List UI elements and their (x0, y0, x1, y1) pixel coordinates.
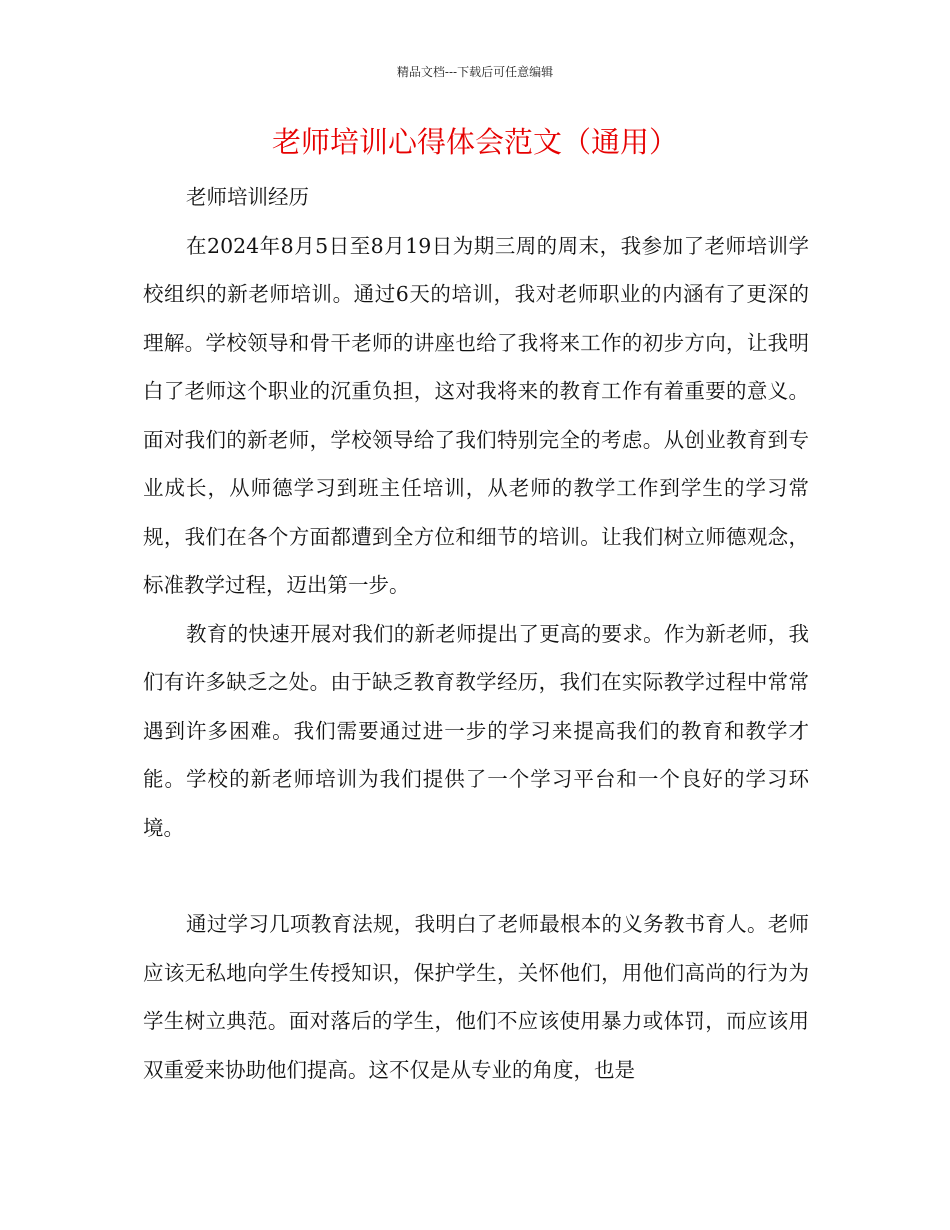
paragraph-gap (143, 852, 809, 900)
body-paragraph-2: 教育的快速开展对我们的新老师提出了更高的要求。作为新老师，我们有许多缺乏之处。由于缺乏教育教学经历，我们在实际教学过程中常常遇到许多困难。我们需要通过进一步的学习来提高我们的教育和教学才能。学校的新老师培训为我们提供了一个学习平台和一个良好的学习环境。 (143, 621, 809, 840)
section-heading: 老师培训经历 (186, 185, 310, 209)
body-paragraph-3: 通过学习几项教育法规，我明白了老师最根本的义务教书育人。老师应该无私地向学生传授知识，保护学生，关怀他们，用他们高尚的行为为学生树立典范。面对落后的学生，他们不应该使用暴力或体罚，而应该用双重爱来协助他们提高。这不仅是从专业的角度，也是 (143, 912, 809, 1082)
header-note: 精品文档---下载后可任意编辑 (396, 65, 554, 79)
body-paragraph-1: 在2024年8月5日至8月19日为期三周的周末，我参加了老师培训学校组织的新老师培训。通过6天的培训，我对老师职业的内涵有了更深的理解。学校领导和骨干老师的讲座也给了我将来工作的初步方向，让我明白了老师这个职业的沉重负担，这对我将来的教育工作有着重要的意义。面对我们的新老师，学校领导给了我们特别完全的考虑。从创业教育到专业成长，从师德学习到班主任培训，从老师的教学工作到学生的学习常规，我们在各个方面都遭到全方位和细节的培训。让我们树立师德观念，标准教学过程，迈出第一步。 (143, 233, 809, 597)
document-title: 老师培训心得体会范文（通用） (271, 125, 678, 159)
document-body (143, 173, 809, 1094)
